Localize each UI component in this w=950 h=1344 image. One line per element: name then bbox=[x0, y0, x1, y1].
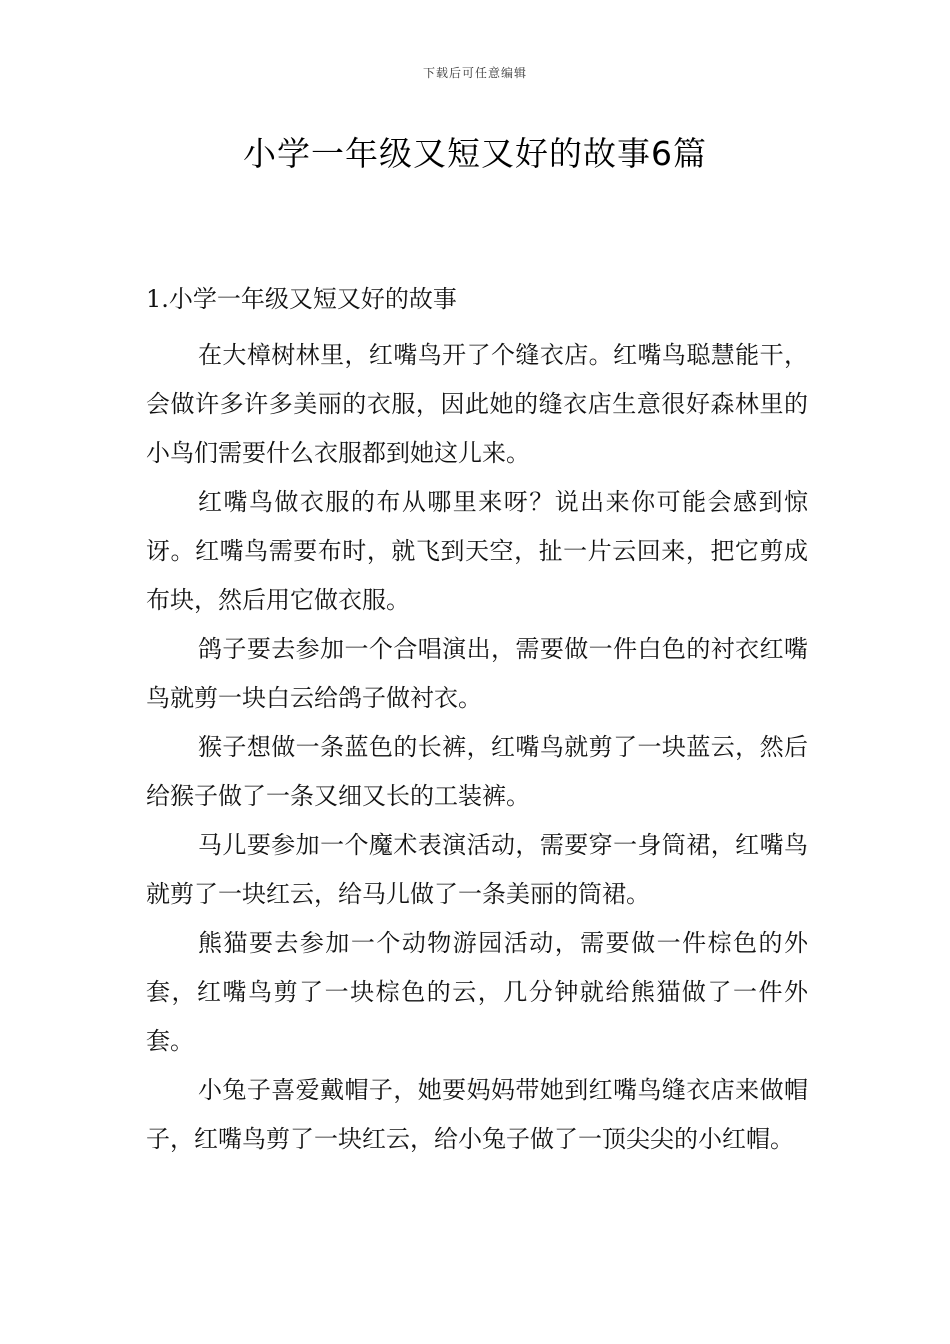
document-title: 小学一年级又短又好的故事6篇 bbox=[243, 134, 707, 173]
story-paragraph: 猴子想做一条蓝色的长裤，红嘴鸟就剪了一块蓝云，然后给猴子做了一条又细又长的工装裤。 bbox=[146, 733, 808, 810]
story-paragraph: 熊猫要去参加一个动物游园活动，需要做一件棕色的外套，红嘴鸟剪了一块棕色的云，几分钟就给熊猫做了一件外套。 bbox=[146, 929, 808, 1055]
story-paragraph: 小兔子喜爱戴帽子，她要妈妈带她到红嘴鸟缝衣店来做帽子，红嘴鸟剪了一块红云，给小兔子做了一顶尖尖的小红帽。 bbox=[146, 1076, 808, 1153]
story-paragraph: 在大樟树林里，红嘴鸟开了个缝衣店。红嘴鸟聪慧能干，会做许多许多美丽的衣服，因此她的缝衣店生意很好森林里的小鸟们需要什么衣服都到她这儿来。 bbox=[146, 341, 808, 467]
story-paragraph: 马儿要参加一个魔术表演活动，需要穿一身筒裙，红嘴鸟就剪了一块红云，给马儿做了一条美丽的筒裙。 bbox=[146, 831, 808, 908]
header-note: 下载后可任意编辑 bbox=[422, 66, 527, 80]
document-body bbox=[146, 282, 808, 1164]
story-paragraph: 红嘴鸟做衣服的布从哪里来呀？说出来你可能会感到惊讶。红嘴鸟需要布时，就飞到天空，扯一片云回来，把它剪成布块，然后用它做衣服。 bbox=[146, 488, 808, 614]
story-paragraph: 鸽子要去参加一个合唱演出，需要做一件白色的衬衣红嘴鸟就剪一块白云给鸽子做衬衣。 bbox=[146, 635, 808, 712]
section-heading: 1.小学一年级又短又好的故事 bbox=[146, 285, 457, 313]
